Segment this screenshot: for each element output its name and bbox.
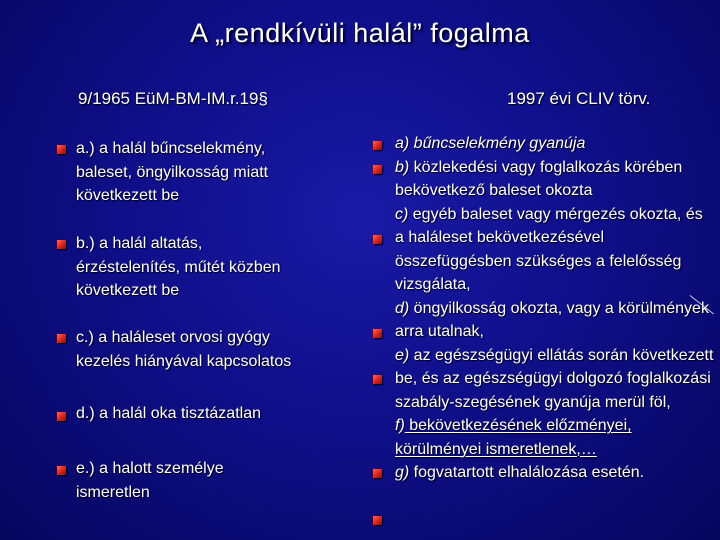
left-item-b: b.) a halál altatás, érzéstelenítés, műtét közben következett be: [76, 235, 281, 299]
item-marker: g): [395, 464, 410, 481]
item-marker: a): [395, 135, 410, 152]
bullet-icon: [57, 334, 66, 343]
item-text: bűncselekmény gyanúja: [409, 135, 586, 152]
bullet-icon: [373, 516, 382, 525]
right-column-text: [395, 132, 715, 485]
left-item-d: d.) a halál oka tisztázatlan: [76, 405, 261, 422]
bullet-icon: [373, 235, 382, 244]
right-item-a: [395, 132, 715, 156]
right-item-g: [395, 461, 715, 485]
bullet-icon: [373, 141, 382, 150]
item-marker: d): [395, 299, 410, 317]
bullet-icon: [57, 412, 66, 421]
left-item-c: c.) a haláleset orvosi gyógy kezelés hiányával kapcsolatos: [76, 329, 292, 370]
slide-title: A „rendkívüli halál” fogalma: [190, 18, 530, 48]
item-text: egyéb baleset vagy mérgezés okozta, és a haláleset bekövetkezésével összefüggésben szükséges a felelősség vizsgálata,: [395, 205, 703, 293]
item-text: öngyilkosság okozta, vagy a körülmények arra utalnak,: [395, 299, 709, 340]
item-text: közlekedési vagy foglalkozás körében bekövetkező baleset okozta: [395, 158, 683, 199]
right-item-b: [395, 156, 715, 203]
right-item-e: [395, 344, 715, 415]
left-item-a: a.) a halál bűncselekmény, baleset, öngyilkosság miatt következett be: [76, 140, 269, 204]
left-column-heading: 9/1965 EüM-BM-IM.r.19§: [78, 89, 268, 108]
right-item-d: [395, 297, 715, 344]
bullet-icon: [373, 165, 382, 174]
right-column-heading: 1997 évi CLIV törv.: [507, 89, 651, 108]
item-marker: f): [395, 417, 405, 434]
item-text: az egészségügyi ellátás során következett be, és az egészségügyi dolgozó foglalkozási szabály-szegésének gyanúja merül föl,: [395, 346, 714, 411]
item-text: fogvatartott elhalálozása esetén.: [409, 464, 645, 481]
bullet-icon: [57, 145, 66, 154]
bullet-icon: [373, 329, 382, 338]
item-marker: c): [395, 205, 409, 223]
bullet-icon: [57, 240, 66, 249]
item-marker: e): [395, 346, 410, 364]
left-item-e: e.) a halott személye ismeretlen: [76, 460, 224, 501]
right-item-f: [395, 414, 715, 461]
bullet-icon: [57, 466, 66, 475]
item-marker: b): [395, 158, 410, 176]
right-item-c: [395, 203, 715, 297]
bullet-icon: [373, 375, 382, 384]
bullet-icon: [373, 469, 382, 478]
item-text: bekövetkezésének előzményei, körülményei ismeretlenek,…: [395, 417, 632, 458]
